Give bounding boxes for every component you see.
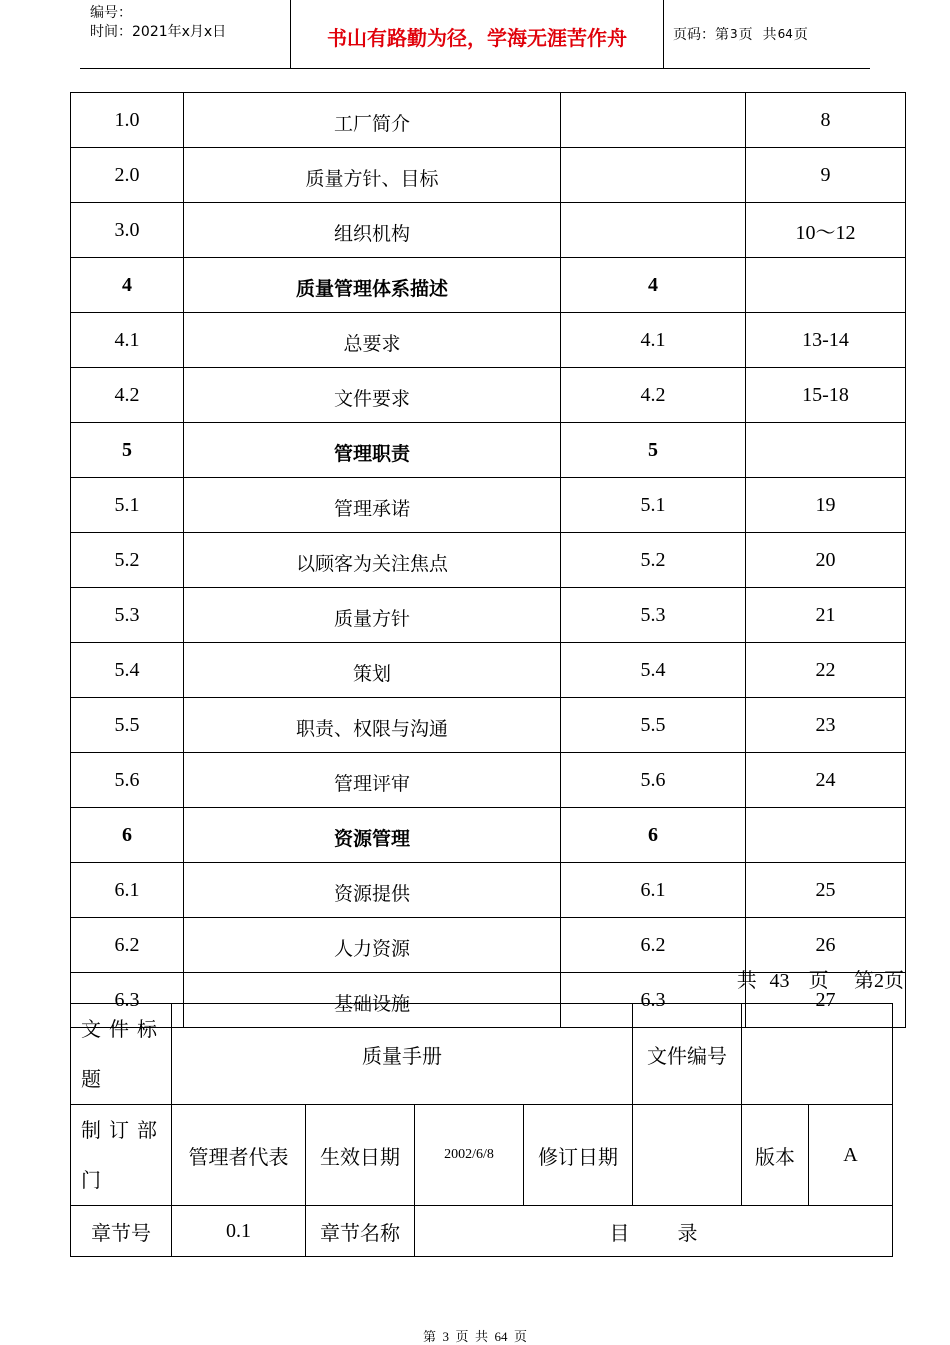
toc-section-number: 2.0 bbox=[71, 148, 184, 203]
toc-row bbox=[71, 203, 906, 258]
header-time: 时间：2021年x月x日 bbox=[90, 24, 227, 40]
toc-section-title: 职责、权限与沟通 bbox=[184, 698, 561, 753]
toc-section-number: 5.1 bbox=[71, 478, 184, 533]
toc-section-number: 6.3 bbox=[71, 973, 184, 1028]
page-suffix: 页 bbox=[884, 968, 904, 992]
version-value: A bbox=[809, 1105, 893, 1206]
toc-section-title: 质量管理体系描述 bbox=[184, 258, 561, 313]
toc-standard-clause: 5.2 bbox=[561, 533, 746, 588]
toc-standard-clause: 5.1 bbox=[561, 478, 746, 533]
doc-title-label: 文件标题 bbox=[71, 1004, 172, 1105]
chapter-name-value bbox=[415, 1206, 893, 1257]
toc-standard-clause: 4.1 bbox=[561, 313, 746, 368]
page-number: 2 bbox=[874, 970, 884, 992]
toc-standard-clause: 5 bbox=[561, 423, 746, 478]
toc-row bbox=[71, 753, 906, 808]
toc-row bbox=[71, 588, 906, 643]
chapter-name-label: 章节名称 bbox=[306, 1206, 415, 1257]
toc-section-title: 以顾客为关注焦点 bbox=[184, 533, 561, 588]
toc-section-title: 质量方针、目标 bbox=[184, 148, 561, 203]
footer-page-mid: 页 bbox=[455, 1329, 469, 1344]
toc-standard-clause: 6.3 bbox=[561, 973, 746, 1028]
toc-standard-clause: 6 bbox=[561, 808, 746, 863]
toc-row bbox=[71, 643, 906, 698]
toc-section-title: 总要求 bbox=[184, 313, 561, 368]
toc-standard-clause: 6.1 bbox=[561, 863, 746, 918]
toc-page-range: 24 bbox=[746, 753, 906, 808]
toc-page-range: 8 bbox=[746, 93, 906, 148]
toc-section-number: 4 bbox=[71, 258, 184, 313]
header-page-prefix: 页码：第 bbox=[673, 27, 729, 43]
toc-section-title: 基础设施 bbox=[184, 973, 561, 1028]
revision-date-value bbox=[633, 1105, 742, 1206]
total-pages: 43 bbox=[769, 970, 790, 992]
toc-standard-clause: 5.5 bbox=[561, 698, 746, 753]
toc-page-range: 10～12 bbox=[746, 203, 906, 258]
toc-standard-clause: 4.2 bbox=[561, 368, 746, 423]
toc-page-range bbox=[746, 808, 906, 863]
toc-section-title: 管理职责 bbox=[184, 423, 561, 478]
toc-row bbox=[71, 148, 906, 203]
header-number-label: 编号： bbox=[90, 5, 132, 21]
toc-standard-clause: 5.4 bbox=[561, 643, 746, 698]
page-count bbox=[737, 964, 904, 993]
toc-row bbox=[71, 423, 906, 478]
total-suffix: 页 bbox=[808, 968, 829, 992]
toc-page-range: 21 bbox=[746, 588, 906, 643]
toc-section-number: 5.4 bbox=[71, 643, 184, 698]
page-header bbox=[80, 0, 870, 69]
toc-standard-clause: 6.2 bbox=[561, 918, 746, 973]
toc-section-number: 4.2 bbox=[71, 368, 184, 423]
toc-row bbox=[71, 808, 906, 863]
total-prefix: 共 bbox=[736, 968, 757, 992]
doc-title-value: 质量手册 bbox=[172, 1004, 633, 1105]
toc-row bbox=[71, 863, 906, 918]
toc-page-range: 20 bbox=[746, 533, 906, 588]
toc-row bbox=[71, 258, 906, 313]
chapter-no-label: 章节号 bbox=[71, 1206, 172, 1257]
toc-section-number: 5.5 bbox=[71, 698, 184, 753]
doc-number-label: 文件编号 bbox=[633, 1004, 742, 1105]
toc-standard-clause: 4 bbox=[561, 258, 746, 313]
toc-page-range bbox=[746, 423, 906, 478]
header-total-prefix: 共 bbox=[762, 27, 777, 43]
toc-row bbox=[71, 478, 906, 533]
footer-total-suffix: 页 bbox=[514, 1329, 528, 1344]
toc-page-range: 9 bbox=[746, 148, 906, 203]
toc-section-title: 人力资源 bbox=[184, 918, 561, 973]
header-meta bbox=[80, 0, 291, 68]
toc-section-title: 文件要求 bbox=[184, 368, 561, 423]
toc-section-number: 3.0 bbox=[71, 203, 184, 258]
toc-section-title: 管理评审 bbox=[184, 753, 561, 808]
toc-page-range: 13-14 bbox=[746, 313, 906, 368]
dept-label: 制订部门 bbox=[71, 1105, 172, 1206]
header-page-info bbox=[664, 0, 870, 68]
header-page-current: 3 bbox=[730, 27, 738, 41]
toc-section-number: 4.1 bbox=[71, 313, 184, 368]
toc-section-number: 5 bbox=[71, 423, 184, 478]
chapter-no-value: 0.1 bbox=[172, 1206, 306, 1257]
chapter-name-part-2: 录 bbox=[677, 1220, 698, 1245]
toc-section-title: 质量方针 bbox=[184, 588, 561, 643]
toc-row bbox=[71, 533, 906, 588]
toc-row bbox=[71, 368, 906, 423]
toc-section-number: 6.2 bbox=[71, 918, 184, 973]
toc-section-number: 6 bbox=[71, 808, 184, 863]
document-info-table bbox=[70, 1003, 893, 1257]
toc-section-number: 5.2 bbox=[71, 533, 184, 588]
toc-section-number: 5.3 bbox=[71, 588, 184, 643]
toc-section-title: 工厂简介 bbox=[184, 93, 561, 148]
toc-page-range: 25 bbox=[746, 863, 906, 918]
effective-date-value: 2002/6/8 bbox=[415, 1105, 524, 1206]
toc-section-number: 5.6 bbox=[71, 753, 184, 808]
toc-section-number: 6.1 bbox=[71, 863, 184, 918]
toc-row bbox=[71, 93, 906, 148]
page-prefix: 第 bbox=[854, 968, 874, 992]
header-page-mid: 页 bbox=[738, 27, 753, 43]
effective-date-label: 生效日期 bbox=[306, 1105, 415, 1206]
footer-page: 3 bbox=[442, 1329, 449, 1344]
toc-page-range: 26 bbox=[746, 918, 906, 973]
doc-number-value bbox=[742, 1004, 893, 1105]
toc-section-title: 管理承诺 bbox=[184, 478, 561, 533]
toc-standard-clause bbox=[561, 93, 746, 148]
header-page-total: 64 bbox=[777, 27, 793, 41]
toc-page-range: 27 bbox=[746, 973, 906, 1028]
revision-date-label: 修订日期 bbox=[524, 1105, 633, 1206]
toc-section-title: 组织机构 bbox=[184, 203, 561, 258]
toc-section-title: 资源提供 bbox=[184, 863, 561, 918]
footer-total: 64 bbox=[494, 1329, 508, 1344]
footer-total-prefix: 共 bbox=[475, 1329, 489, 1344]
toc-standard-clause: 5.3 bbox=[561, 588, 746, 643]
toc-standard-clause bbox=[561, 148, 746, 203]
page-footer bbox=[0, 1326, 950, 1345]
toc-page-range: 19 bbox=[746, 478, 906, 533]
toc-page-range: 22 bbox=[746, 643, 906, 698]
toc-section-number: 1.0 bbox=[71, 93, 184, 148]
toc-section-title: 资源管理 bbox=[184, 808, 561, 863]
chapter-name-part-1: 目 bbox=[609, 1220, 630, 1245]
toc-page-range: 15-18 bbox=[746, 368, 906, 423]
footer-page-prefix: 第 bbox=[422, 1329, 436, 1344]
toc-row bbox=[71, 313, 906, 368]
header-page-suffix: 页 bbox=[793, 27, 808, 43]
version-label: 版本 bbox=[742, 1105, 809, 1206]
toc-row bbox=[71, 698, 906, 753]
toc-standard-clause bbox=[561, 203, 746, 258]
toc-body bbox=[71, 93, 906, 1028]
toc-table bbox=[70, 92, 906, 1028]
toc-page-range bbox=[746, 258, 906, 313]
dept-value: 管理者代表 bbox=[172, 1105, 306, 1206]
header-motto: 书山有路勤为径，学海无涯苦作舟 bbox=[291, 0, 664, 68]
toc-standard-clause: 5.6 bbox=[561, 753, 746, 808]
toc-section-title: 策划 bbox=[184, 643, 561, 698]
toc-page-range: 23 bbox=[746, 698, 906, 753]
